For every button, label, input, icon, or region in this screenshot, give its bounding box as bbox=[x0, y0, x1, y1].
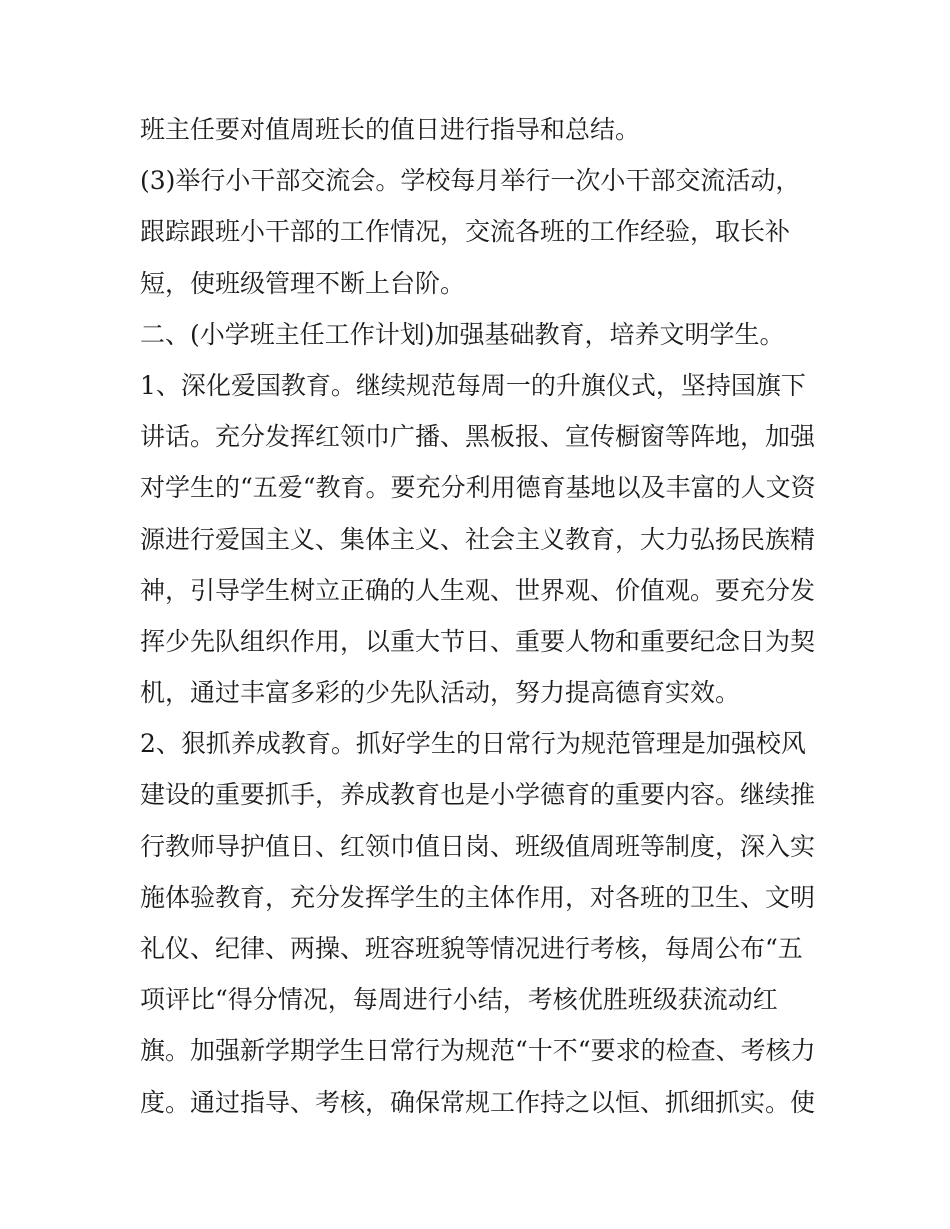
text-line: 1、深化爱国教育。继续规范每周一的升旗仪式，坚持国旗下 bbox=[140, 370, 806, 400]
text-line: 二、(小学班主任工作计划)加强基础教育，培养文明学生。 bbox=[140, 319, 785, 349]
text-line: 短，使班级管理不断上台阶。 bbox=[140, 268, 466, 298]
text-line: 对学生的“五爱“教育。要充分利用德育基地以及丰富的人文资 bbox=[140, 473, 816, 503]
text-line: 2、狠抓养成教育。抓好学生的日常行为规范管理是加强校风 bbox=[140, 729, 806, 759]
text-line: 神，引导学生树立正确的人生观、世界观、价值观。要充分发 bbox=[140, 575, 816, 605]
text-line: (3)举行小干部交流会。学校每月举行一次小干部交流活动， bbox=[140, 166, 801, 196]
text-line: 项评比“得分情况，每周进行小结，考核优胜班级获流动红 bbox=[140, 985, 778, 1015]
body-text bbox=[140, 104, 820, 1128]
text-line: 挥少先队组织作用，以重大节日、重要人物和重要纪念日为契 bbox=[140, 626, 816, 656]
text-line: 班主任要对值周班长的值日进行指导和总结。 bbox=[140, 115, 641, 144]
text-line: 跟踪跟班小干部的工作情况，交流各班的工作经验，取长补 bbox=[140, 217, 791, 247]
text-line: 机，通过丰富多彩的少先队活动，努力提高德育实效。 bbox=[140, 678, 741, 708]
text-line: 源进行爱国主义、集体主义、社会主义教育，大力弘扬民族精 bbox=[140, 524, 816, 554]
text-line: 度。通过指导、考核，确保常规工作持之以恒、抓细抓实。使 bbox=[140, 1087, 816, 1117]
text-line: 行教师导护值日、红领巾值日岗、班级值周班等制度，深入实 bbox=[140, 831, 816, 861]
text-line: 旗。加强新学期学生日常行为规范“十不“要求的检查、考核力 bbox=[140, 1036, 816, 1066]
text-line: 施体验教育，充分发挥学生的主体作用，对各班的卫生、文明 bbox=[140, 882, 816, 912]
text-line: 讲话。充分发挥红领巾广播、黑板报、宣传橱窗等阵地，加强 bbox=[140, 422, 816, 452]
text-line: 礼仪、纪律、两操、班容班貌等情况进行考核，每周公布“五 bbox=[140, 934, 803, 963]
text-line: 建设的重要抓手，养成教育也是小学德育的重要内容。继续推 bbox=[140, 780, 816, 810]
